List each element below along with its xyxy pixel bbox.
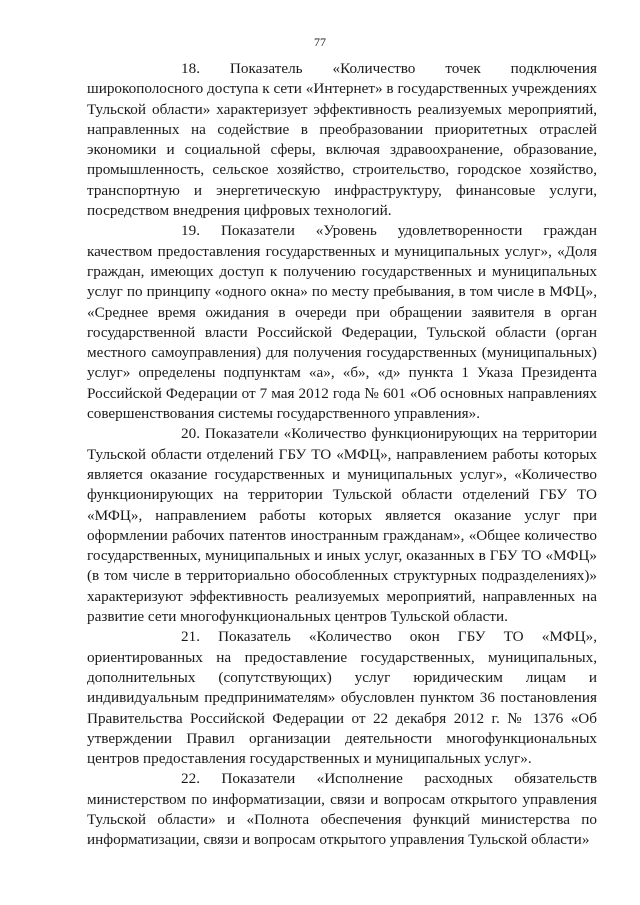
- paragraph-text: Показатель «Количество окон ГБУ ТО «МФЦ», ориентированных на предоставление государственных, муниципальных, дополнительных (сопутствующих) услуг юридическим лицам и индивидуальным предпринимателям» обусловлен пунктом 36 постановления Правительства Российской Федерации от 22 декабря 2012 г. № 1376 «Об утверждении Правил организации деятельности многофункциональных центров предоставления государственных и муниципальных услуг».: [87, 628, 597, 768]
- paragraph-18: [87, 59, 597, 221]
- page-number: 77: [314, 35, 326, 49]
- body-text: [87, 59, 597, 851]
- paragraph-text: Показатели «Исполнение расходных обязательств министерством по информатизации, связи и вопросам открытого управления Тульской области» и «Полнота обеспечения функций министерства по информатизации, связи и вопросам открытого управления Тульской области»: [87, 770, 598, 849]
- paragraph-text: Показатель «Количество точек подключения широкополосного доступа к сети «Интернет» в государственных учреждениях Тульской области» характеризует эффективность реализуемых мероприятий, направленных на содействие в преобразовании приоритетных отраслей экономики и социальной сферы, включая здравоохранение, образование, промышленность, сельское хозяйство, строительство, городское хозяйство, транспортную и энергетическую инфраструктуру, финансовые услуги, посредством внедрения цифровых технологий.: [87, 60, 598, 220]
- paragraph-20: [87, 424, 597, 627]
- paragraph-text: Показатели «Уровень удовлетворенности граждан качеством предоставления государственных и муниципальных услуг», «Доля граждан, имеющих доступ к получению государственных и муниципальных услуг по принципу «одного окна» по месту пребывания, в том числе в МФЦ», «Среднее время ожидания в очереди при обращении заявителя в орган государственной власти Российской Федерации, Тульской области (орган местного самоуправления) для получения государственных (муниципальных) услуг» определены подпунктам «а», «б», «д» пункта 1 Указа Президента Российской Федерации от 7 мая 2012 года № 601 «Об основных направлениях совершенствования системы государственного управления».: [87, 222, 597, 423]
- paragraph-number: 18.: [181, 60, 200, 77]
- paragraph-22: [87, 769, 597, 850]
- paragraph-number: 19.: [181, 222, 200, 240]
- paragraph-number: 20.: [181, 425, 200, 443]
- paragraph-21: [87, 627, 597, 769]
- paragraph-text: Показатели «Количество функционирующих на территории Тульской области отделений ГБУ ТО «МФЦ», направлением работы которых является оказание государственных и муниципальных услуг», «Количество функционирующих на территории Тульской области отделений ГБУ ТО «МФЦ», направлением работы которых является оказание услуг при оформлении рабочих патентов иностранным гражданам», «Общее количество государственных, муниципальных и иных услуг, оказанных в ГБУ ТО «МФЦ» (в том числе в территориально обособленных структурных подразделениях)» характеризуют эффективность реализуемых мероприятий, направленных на развитие сети многофункциональных центров Тульской области.: [87, 425, 598, 626]
- paragraph-19: [87, 221, 597, 424]
- paragraph-number: 22.: [181, 770, 200, 788]
- paragraph-number: 21.: [181, 628, 200, 646]
